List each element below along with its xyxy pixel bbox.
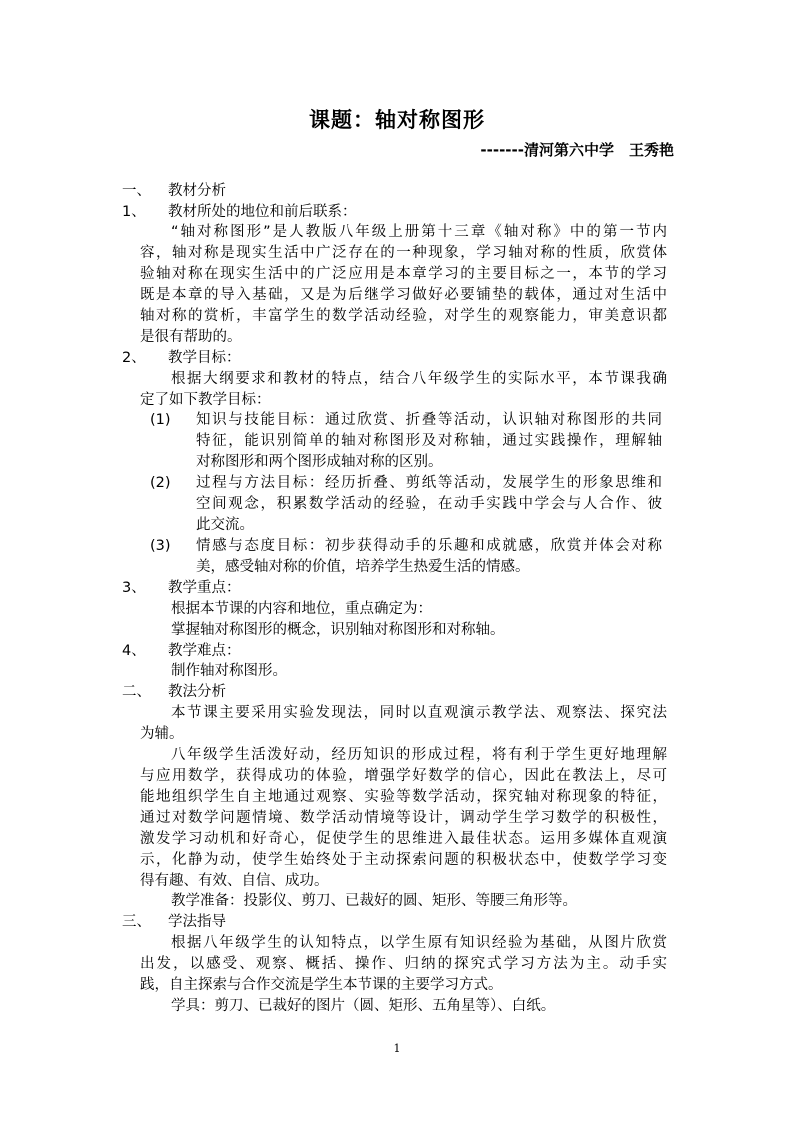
section-heading: 教材分析	[168, 183, 226, 199]
paragraph-line: 教学准备：投影仪、剪刀、已裁好的圆、矩形、等腰三角形等。	[171, 893, 577, 909]
goal-line: 对称图形和两个图形成轴对称的区别。	[196, 454, 443, 470]
goal-number: (3)	[150, 538, 171, 554]
paragraph-line: 与应用数学，获得成功的体验，增强学好数学的信心，因此在教法上，尽可	[140, 768, 667, 784]
item-heading: 教学难点：	[168, 643, 241, 659]
item-number: 3、	[122, 580, 146, 596]
paragraph-line: 制作轴对称图形。	[171, 663, 287, 679]
goal-line: 特征，能识别简单的轴对称图形及对称轴，通过实践操作，理解轴	[196, 433, 662, 449]
paragraph-line: 掌握轴对称图形的概念，识别轴对称图形和对称轴。	[171, 622, 505, 638]
goal-line: 情感与态度目标：初步获得动手的乐趣和成就感，欣赏并体会对称	[196, 538, 662, 554]
paragraph-line: 为辅。	[140, 726, 184, 742]
paragraph-line: 容，轴对称是现实生活中广泛存在的一种现象，学习轴对称的性质，欣赏体	[140, 245, 667, 261]
paragraph-line: 本节课主要采用实验发现法，同时以直观演示教学法、观察法、探究法	[171, 705, 667, 721]
item-number: 2、	[122, 350, 146, 366]
section-number: 一、	[122, 183, 151, 199]
paragraph-line: 既是本章的导入基础，又是为后继学习做好必要铺垫的载体，通过对生活中	[140, 287, 667, 303]
goal-number: (2)	[150, 475, 171, 491]
paragraph-line: 八年级学生活泼好动，经历知识的形成过程，将有利于学生更好地理解	[171, 747, 667, 763]
item-heading: 教学重点：	[168, 580, 241, 596]
goal-number: (1)	[150, 412, 171, 428]
paragraph-line: 是很有帮助的。	[140, 329, 242, 345]
goal-line: 知识与技能目标：通过欣赏、折叠等活动，认识轴对称图形的共同	[196, 412, 662, 428]
section-heading: 学法指导	[168, 914, 226, 930]
paragraph-line: 根据大纲要求和教材的特点，结合八年级学生的实际水平，本节课我确	[171, 371, 667, 387]
goal-line: 过程与方法目标：经历折叠、剪纸等活动，发展学生的形象思维和	[196, 475, 662, 491]
paragraph-line: “轴对称图形”是人教版八年级上册第十三章《轴对称》中的第一节内	[171, 224, 667, 240]
paragraph-line: 示，化静为动，使学生始终处于主动探索问题的积极状态中，使数学学习变	[140, 852, 667, 868]
paragraph-line: 通过对数学问题情境、数学活动情境等设计，调动学生学习数学的积极性，	[140, 810, 667, 826]
paragraph-line: 激发学习动机和好奇心，促使学生的思维进入最佳状态。运用多媒体直观演	[140, 831, 667, 847]
page-number: 1	[393, 1042, 401, 1055]
item-number: 4、	[122, 643, 146, 659]
item-heading: 教材所处的地位和前后联系：	[168, 204, 357, 220]
paragraph-line: 根据八年级学生的认知特点，以学生原有知识经验为基础，从图片欣赏	[171, 935, 667, 951]
paragraph-line: 得有趣、有效、自信、成功。	[140, 873, 329, 889]
paragraph-line: 根据本节课的内容和地位，重点确定为：	[171, 601, 432, 617]
section-heading: 教法分析	[168, 684, 226, 700]
page-title: 课题：轴对称图形	[309, 108, 485, 132]
goal-line: 美，感受轴对称的价值，培养学生热爱生活的情感。	[196, 559, 530, 575]
paragraph-line: 出发，以感受、观察、概括、操作、归纳的探究式学习方法为主。动手实	[140, 956, 667, 972]
section-number: 二、	[122, 684, 151, 700]
item-heading: 教学目标：	[168, 350, 241, 366]
paragraph-line: 轴对称的赏析，丰富学生的数学活动经验，对学生的观察能力，审美意识都	[140, 308, 667, 324]
section-number: 三、	[122, 914, 151, 930]
author-line: -------清河第六中学 王秀艳	[480, 141, 674, 159]
paragraph-line: 践，自主探索与合作交流是学生本节课的主要学习方式。	[140, 977, 503, 993]
paragraph-line: 定了如下教学目标：	[140, 392, 271, 408]
paragraph-line: 学具：剪刀、已裁好的图片（圆、矩形、五角星等）、白纸。	[171, 998, 556, 1014]
paragraph-line: 能地组织学生自主地通过观察、实验等数学活动，探究轴对称现象的特征，	[140, 789, 667, 805]
item-number: 1、	[122, 204, 146, 220]
goal-line: 此交流。	[196, 517, 254, 533]
goal-line: 空间观念，积累数学活动的经验，在动手实践中学会与人合作、彼	[196, 496, 662, 512]
paragraph-line: 验轴对称在现实生活中的广泛应用是本章学习的主要目标之一，本节的学习	[140, 266, 667, 282]
